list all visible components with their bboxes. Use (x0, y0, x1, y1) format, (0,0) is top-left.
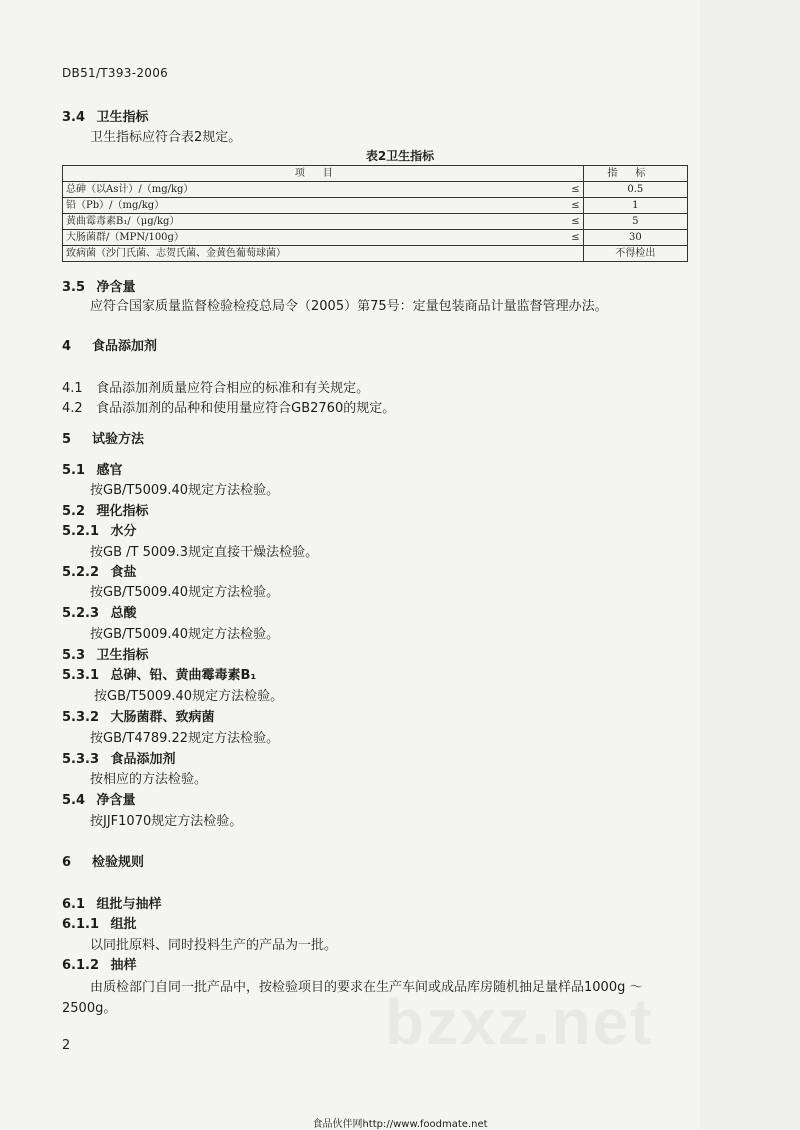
row-value: 0.5 (583, 182, 687, 198)
table-row (63, 230, 688, 246)
section-3-4-heading: 3.4 卫生指标 (62, 110, 149, 125)
row-item: 黄曲霉毒素B₁/（μg/kg） (63, 214, 557, 230)
section-5-2-heading: 5.2 理化指标 (62, 504, 149, 519)
row-item: 大肠菌群/（MPN/100g） (63, 230, 557, 246)
row-value: 1 (583, 198, 687, 214)
table-row (63, 214, 688, 230)
section-5-2-2-heading: 5.2.2 食盐 (62, 565, 137, 580)
section-3-5-heading: 3.5 净含量 (62, 280, 136, 295)
page-number: 2 (62, 1038, 71, 1053)
section-5-4-text: 按JJF1070规定方法检验。 (90, 814, 243, 829)
hygiene-index-table (62, 165, 688, 262)
table-caption: 表2卫生指标 (365, 149, 435, 163)
section-5-3-1-heading: 5.3.1 总砷、铅、黄曲霉毒素B₁ (62, 668, 257, 683)
section-5-3-2-text: 按GB/T4789.22规定方法检验。 (90, 731, 280, 746)
section-5-2-3-heading: 5.2.3 总酸 (62, 606, 137, 621)
section-5-2-1-text: 按GB /T 5009.3规定直接干燥法检验。 (90, 545, 319, 560)
section-6-heading: 6 检验规则 (62, 855, 145, 870)
table-row (63, 182, 688, 198)
row-value: 30 (583, 230, 687, 246)
row-value: 5 (583, 214, 687, 230)
section-4-1: 4.1 食品添加剂质量应符合相应的标准和有关规定。 (62, 381, 370, 396)
table-row (63, 246, 688, 262)
section-5-3-3-heading: 5.3.3 食品添加剂 (62, 752, 176, 767)
section-6-1-2-text-cont: 2500g。 (62, 1001, 117, 1016)
footer-source: 食品伙伴网http://www.foodmate.net (312, 1119, 488, 1130)
section-5-4-heading: 5.4 净含量 (62, 793, 136, 808)
row-operator (557, 246, 584, 262)
section-5-1-heading: 5.1 感官 (62, 463, 123, 478)
section-4-heading: 4 食品添加剂 (62, 339, 158, 354)
row-operator: ≤ (557, 214, 584, 230)
section-6-1-1-heading: 6.1.1 组批 (62, 917, 137, 932)
row-operator: ≤ (557, 198, 584, 214)
row-item: 总砷（以As计）/（mg/kg） (63, 182, 557, 198)
row-operator: ≤ (557, 182, 584, 198)
section-5-3-2-heading: 5.3.2 大肠菌群、致病菌 (62, 710, 215, 725)
section-5-3-1-text: 按GB/T5009.40规定方法检验。 (94, 689, 284, 704)
section-5-2-1-heading: 5.2.1 水分 (62, 524, 137, 539)
row-item: 铅（Pb）/（mg/kg） (63, 198, 557, 214)
row-item: 致病菌（沙门氏菌、志贺氏菌、金黄色葡萄球菌） (63, 246, 557, 262)
scan-edge-shadow (700, 0, 800, 1129)
table-row (63, 198, 688, 214)
section-5-1-text: 按GB/T5009.40规定方法检验。 (90, 483, 280, 498)
section-5-2-3-text: 按GB/T5009.40规定方法检验。 (90, 627, 280, 642)
section-5-3-heading: 5.3 卫生指标 (62, 648, 149, 663)
section-6-1-1-text: 以同批原料、同时投料生产的产品为一批。 (90, 938, 338, 953)
table-header-value: 指标 (583, 166, 687, 182)
section-6-1-heading: 6.1 组批与抽样 (62, 897, 162, 912)
standard-code: DB51/T393-2006 (62, 66, 169, 80)
section-6-1-2-text: 由质检部门自同一批产品中，按检验项目的要求在生产车间或成品库房随机抽足量样品1000g ～ (90, 980, 643, 995)
section-3-5-text: 应符合国家质量监督检验检疫总局令（2005）第75号：定量包装商品计量监督管理办法。 (90, 299, 608, 314)
section-3-4-text: 卫生指标应符合表2规定。 (90, 130, 242, 145)
row-value: 不得检出 (583, 246, 687, 262)
section-6-1-2-heading: 6.1.2 抽样 (62, 958, 137, 973)
section-5-heading: 5 试验方法 (62, 432, 145, 447)
section-4-2: 4.2 食品添加剂的品种和使用量应符合GB2760的规定。 (62, 401, 396, 416)
section-5-2-2-text: 按GB/T5009.40规定方法检验。 (90, 585, 280, 600)
section-5-3-3-text: 按相应的方法检验。 (90, 772, 208, 787)
table-header-item: 项目 (63, 166, 584, 182)
row-operator: ≤ (557, 230, 584, 246)
watermark: bzxz.net (385, 986, 654, 1058)
